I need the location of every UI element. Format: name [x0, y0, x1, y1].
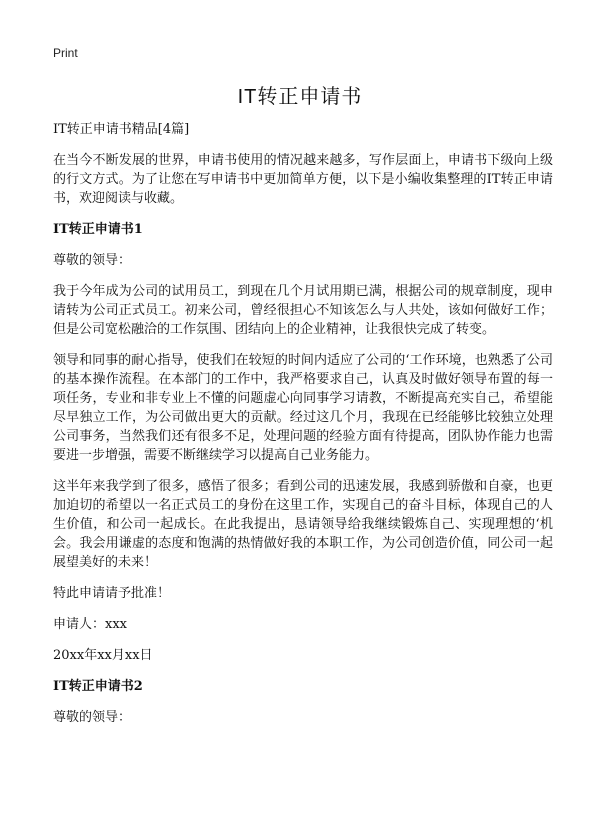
greeting-1: 尊敬的领导： — [53, 253, 132, 268]
greeting-2: 尊敬的领导： — [53, 710, 132, 725]
document-body — [53, 120, 553, 739]
section-heading-1: IT转正申请书1 — [53, 222, 143, 237]
section-heading-2: IT转正申请书2 — [53, 679, 143, 694]
body-paragraph-2: 领导和同事的耐心指导，使我们在较短的时间内适应了公司的‘工作环境，也熟悉了公司的基本操作流程。在本部门的工作中，我严格要求自己，认真及时做好领导布置的每一项任务，专业和非专业上不懂的问题虚心向同事学习请教，不断提高充实自己，希望能尽早独立工作，为公司做出更大的贡献。经过这几个月，我现在已经能够比较独立处理公司事务，当然我们还有很多不足，处理问题的经验方面有待提高，团队协作能力也需要进一步增强，需要不断继续学习以提高自己业务能力。 — [53, 353, 553, 463]
document-subtitle: IT转正申请书精品[4篇] — [53, 122, 190, 137]
page-title: IT转正申请书 — [237, 86, 363, 108]
intro-paragraph: 在当今不断发展的世界，申请书使用的情况越来越多，写作层面上，申请书下级向上级的行文方式。为了让您在写申请书中更加简单方便，以下是小编收集整理的IT转正申请书，欢迎阅读与收藏。 — [53, 153, 553, 206]
request-line: 特此申请请予批准！ — [53, 586, 171, 601]
body-paragraph-3: 这半年来我学到了很多，感悟了很多；看到公司的迅速发展，我感到骄傲和自豪，也更加迫切的希望以一名正式员工的身份在这里工作，实现自己的奋斗目标，体现自己的人生价值，和公司一起成长。在此我提出，恳请领导给我继续锻炼自己、实现理想的‘机会。我会用谦虚的态度和饱满的热情做好我的本职工作，为公司创造价值，同公司一起展望美好的未来！ — [53, 479, 553, 570]
print-link[interactable]: Print — [53, 46, 78, 60]
date-line: 20xx年xx月xx日 — [53, 648, 153, 663]
applicant-line: 申请人：xxx — [53, 617, 127, 632]
body-paragraph-1: 我于今年成为公司的试用员工，到现在几个月试用期已满，根据公司的规章制度，现申请转为公司正式员工。初来公司，曾经很担心不知该怎么与人共处，该如何做好工作；但是公司宽松融洽的工作氛围、团结向上的企业精神，让我很快完成了转变。 — [53, 284, 553, 337]
